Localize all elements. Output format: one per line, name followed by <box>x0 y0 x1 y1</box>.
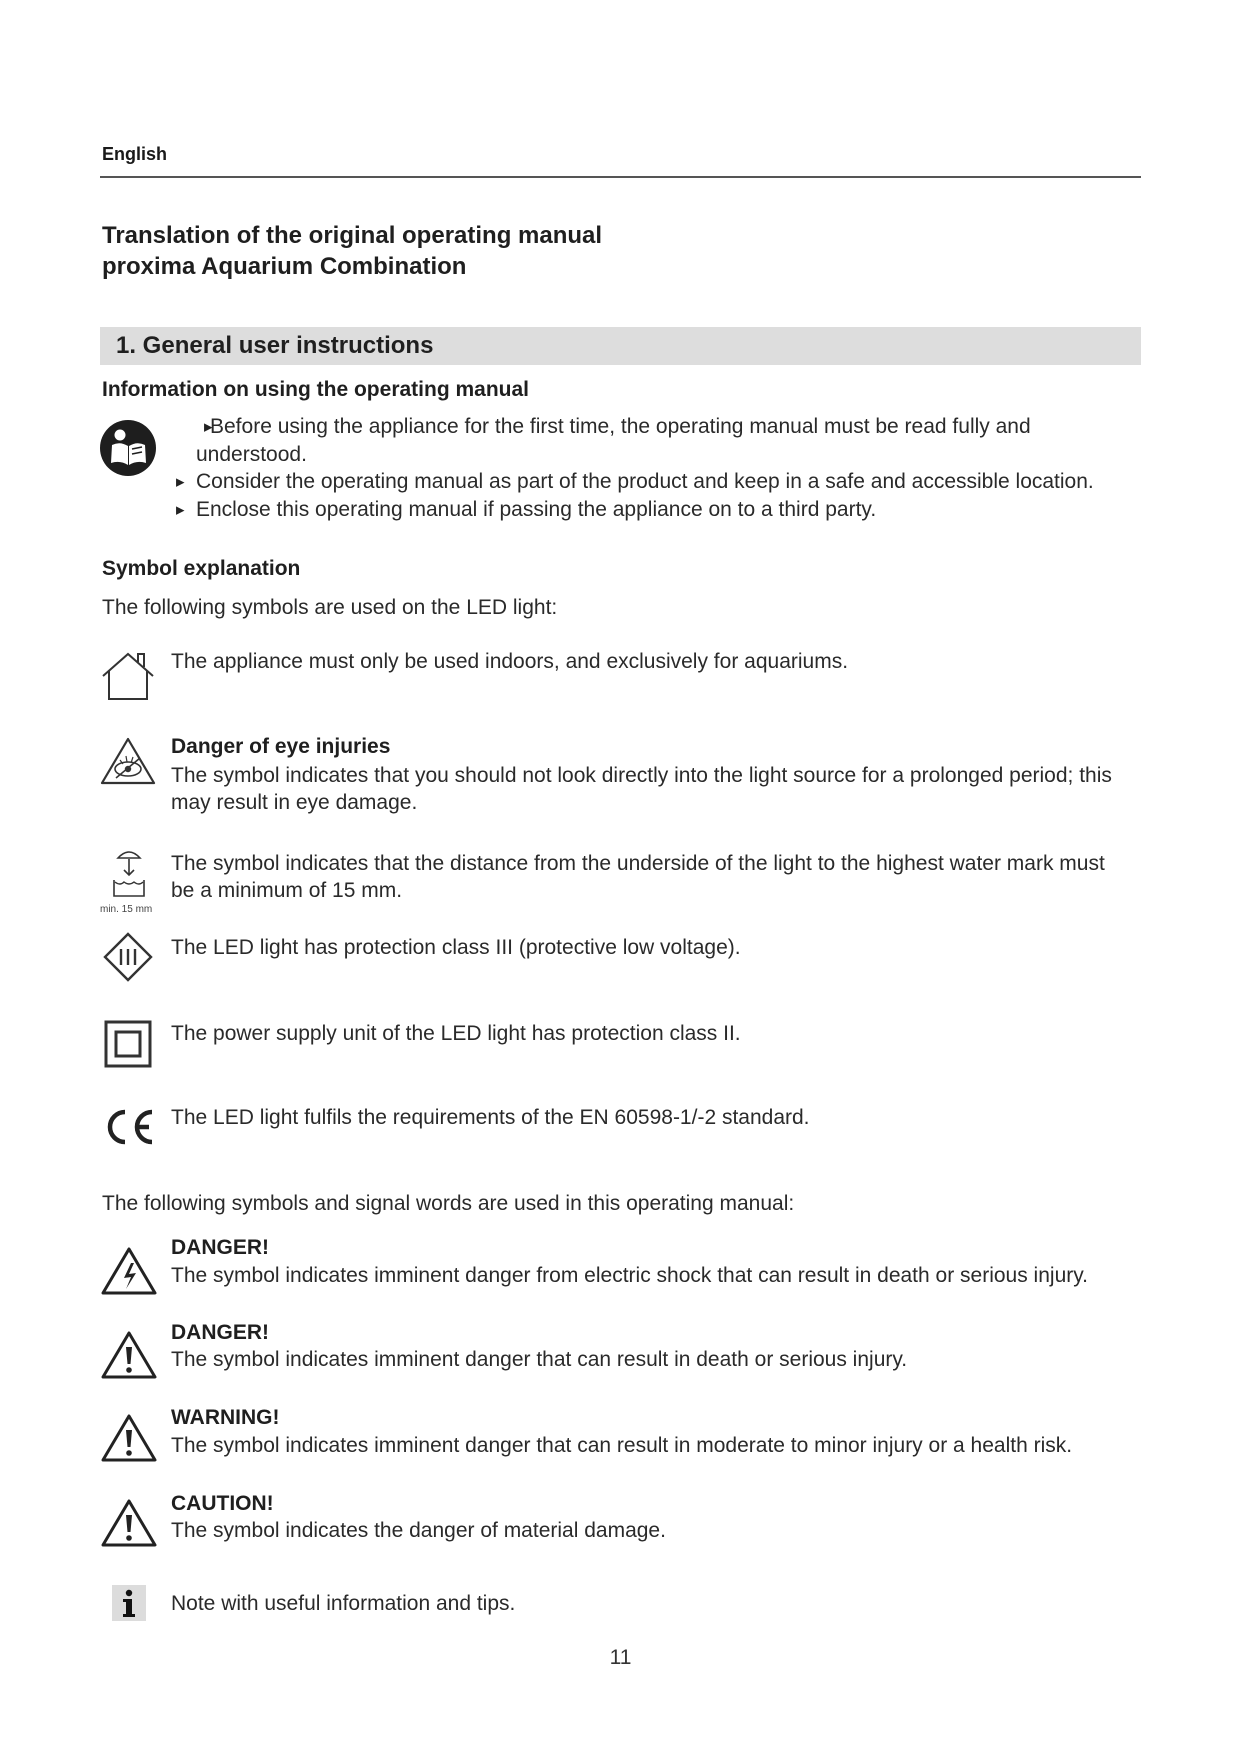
distance-text: The symbol indicates that the distance from the underside of the light to the highest water mark must be a minimum of 15 mm. <box>171 852 1105 902</box>
signal-title-4: CAUTION! <box>171 1492 274 1515</box>
caution-icon <box>100 1498 158 1548</box>
eye-injury-text: The symbol indicates that you should not look directly into the light source for a prolonged period; this may result in eye damage. <box>171 764 1112 814</box>
indoor-text: The appliance must only be used indoors, and exclusively for aquariums. <box>171 650 849 673</box>
manual-info-list <box>176 413 1136 523</box>
signal-text-2: The symbol indicates imminent danger that can result in death or serious injury. <box>171 1348 908 1371</box>
eye-injury-icon <box>100 736 156 786</box>
language-label: English <box>102 144 168 164</box>
protection-class-3-icon <box>103 932 153 982</box>
title-line-2: proxima Aquarium Combination <box>102 253 467 280</box>
section-heading: 1. General user instructions <box>116 332 434 359</box>
signal-text-4: The symbol indicates the danger of material damage. <box>171 1519 666 1542</box>
info-icon <box>112 1585 146 1621</box>
signal-title-1: DANGER! <box>171 1236 269 1259</box>
class-3-text: The LED light has protection class III (protective low voltage). <box>171 936 741 959</box>
warning-icon <box>100 1413 158 1463</box>
ce-text: The LED light fulfils the requirements of the EN 60598-1/-2 standard. <box>171 1106 810 1129</box>
list-item: ▸ Consider the operating manual as part of the product and keep in a safe and accessible location. <box>176 468 1136 496</box>
read-manual-icon <box>98 418 158 478</box>
header-divider <box>100 176 1141 178</box>
list-item: ▸ Before using the appliance for the first time, the operating manual must be read fully and understood. <box>176 413 1136 468</box>
symbol-explanation-heading: Symbol explanation <box>102 557 301 580</box>
manual-info-heading: Information on using the operating manual <box>102 378 530 401</box>
document-title <box>102 220 602 282</box>
signal-words-intro: The following symbols and signal words are used in this operating manual: <box>102 1192 795 1215</box>
signal-title-3: WARNING! <box>171 1406 280 1429</box>
list-item: ▸ Enclose this operating manual if passing the appliance on to a third party. <box>176 496 1136 524</box>
signal-title-2: DANGER! <box>171 1321 269 1344</box>
indoor-house-icon <box>100 650 156 702</box>
electric-shock-warning-icon <box>100 1246 158 1296</box>
danger-warning-icon <box>100 1330 158 1380</box>
eye-injury-title: Danger of eye injuries <box>171 735 391 758</box>
protection-class-2-icon <box>104 1020 152 1068</box>
title-line-1: Translation of the original operating manual <box>102 222 603 249</box>
class-2-text: The power supply unit of the LED light has protection class II. <box>171 1022 741 1045</box>
distance-icon <box>112 848 146 900</box>
ce-mark-icon <box>104 1108 156 1146</box>
note-text: Note with useful information and tips. <box>171 1592 516 1615</box>
symbols-intro: The following symbols are used on the LED light: <box>102 596 558 619</box>
signal-text-1: The symbol indicates imminent danger from electric shock that can result in death or serious injury. <box>171 1264 1089 1287</box>
distance-label: min. 15 mm <box>100 904 153 915</box>
signal-text-3: The symbol indicates imminent danger that can result in moderate to minor injury or a health risk. <box>171 1434 1073 1457</box>
page-number: 11 <box>609 1646 632 1669</box>
